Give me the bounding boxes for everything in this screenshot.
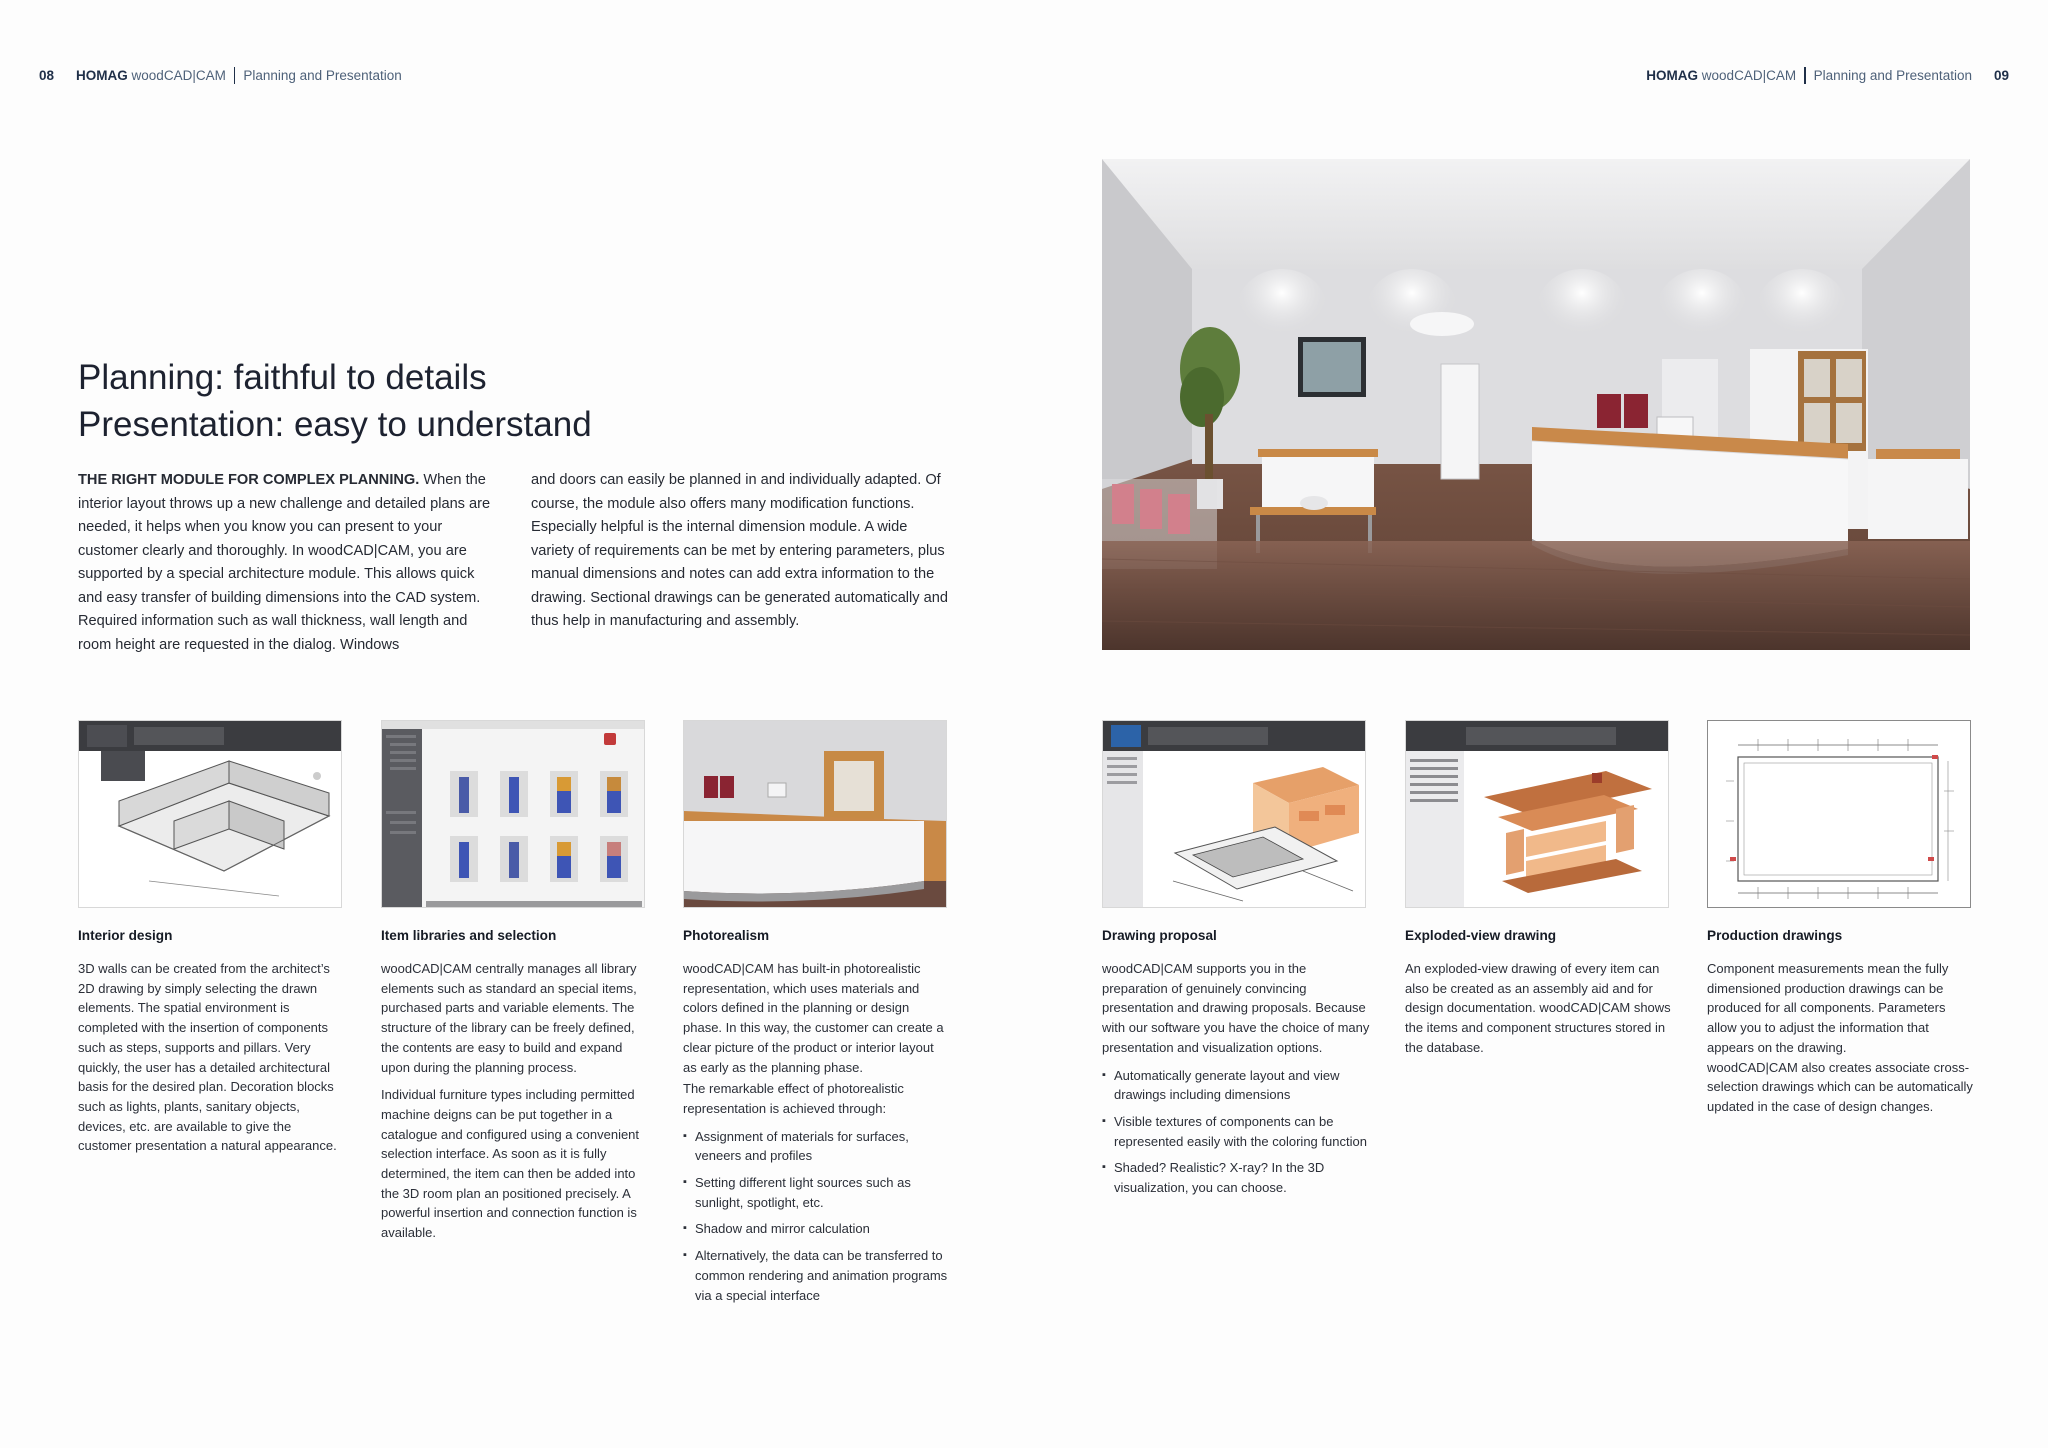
cad-drawing-proposal-image [1103, 721, 1366, 908]
list-item: ▪ Shadow and mirror calculation [683, 1219, 951, 1239]
running-header-right [1646, 67, 2009, 84]
feature-text: woodCAD|CAM centrally manages all library elements such as standard an special items, purchased parts and variable elements. The structure of the library can be freely defined, the contents are easy to build and expand upon during the planning process. [381, 961, 637, 1075]
product-name: woodCAD|CAM [131, 68, 226, 83]
feature-text: An exploded-view drawing of every item can also be created as an assembly aid and for design documentation. woodCAD|CAM shows the items and component structures stored in the database. [1405, 961, 1671, 1055]
feature-photorealism [683, 926, 951, 1312]
feature-title: Drawing proposal [1102, 928, 1217, 943]
list-item: ▪ Visible textures of components can be represented easily with the coloring function [1102, 1112, 1370, 1151]
feature-title: Item libraries and selection [381, 928, 557, 943]
cad-exploded-view-image [1406, 721, 1669, 908]
feature-text: 3D walls can be created from the architect’s 2D drawing by simply selecting the drawn elements. The spatial environment is completed with the insertion of components such as steps, supports and pillars. Very quickly, the user has a detailed architectural basis for the desired plan. Decoration blocks such as lights, plants, sanitary objects, devices, etc. are available to give the customer presentation a natural appearance. [78, 961, 337, 1154]
list-item: ▪ Setting different light sources such as sunlight, spotlight, etc. [683, 1173, 951, 1212]
brand-name: HOMAG [1646, 68, 1699, 83]
feature-text: Component measurements mean the fully dimensioned production drawings can be produced for all components. Parameters allow you to adjust the information that appears on the drawing. [1707, 961, 1949, 1055]
drawing-proposal-screenshot [1102, 720, 1366, 908]
production-drawing-screenshot [1707, 720, 1971, 908]
intro-column-2: and doors can easily be planned in and individually adapted. Of course, the module also offers many modification functions. Especially helpful is the internal dimension module. A wide variety of requirements can be met by entering parameters, plus manual dimensions and notes can add extra information to the drawing. Sectional drawings can be generated automatically and thus help in manufacturing and assembly. [531, 472, 948, 629]
headline-line-1: Planning: faithful to details [78, 358, 487, 397]
feature-title: Photorealism [683, 928, 770, 943]
reception-render-photo [1102, 159, 1970, 650]
intro-col1-text: When the interior layout throws up a new challenge and detailed plans are needed, it helps when you know you can present to your customer clearly and thoroughly. In woodCAD|CAM, you are supported by a special architecture module. This allows quick and easy transfer of building dimensions into the CAD system. Required information such as wall thickness, wall length and room height are requested in the dialog. Windows [78, 472, 491, 653]
headline-line-2: Presentation: easy to understand [78, 405, 592, 444]
interior-design-screenshot [78, 720, 342, 908]
section-title: Planning and Presentation [1813, 68, 1972, 83]
page-headline [78, 354, 778, 448]
intro-column-1 [78, 469, 498, 657]
cad-floorplan-image [79, 721, 342, 908]
header-divider [1804, 67, 1806, 84]
feature-exploded-view [1405, 926, 1673, 1066]
page-number: 08 [39, 68, 55, 83]
list-item: ▪ Automatically generate layout and view drawings including dimensions [1102, 1066, 1370, 1105]
feature-item-libraries [381, 926, 649, 1251]
intro-lead: THE RIGHT MODULE FOR COMPLEX PLANNING. [78, 472, 420, 488]
feature-bullet-list [683, 1127, 951, 1306]
list-item: ▪ Assignment of materials for surfaces, veneers and profiles [683, 1127, 951, 1166]
library-catalogue-image [382, 721, 645, 908]
header-divider [234, 67, 236, 84]
feature-drawing-proposal [1102, 926, 1370, 1205]
reception-desk-render [684, 721, 947, 908]
feature-title: Interior design [78, 928, 173, 943]
feature-text: woodCAD|CAM supports you in the preparation of genuinely convincing presentation and drawing proposals. Because with our software you have the choice of many presentation and visualization options. [1102, 961, 1370, 1055]
item-library-screenshot [381, 720, 645, 908]
feature-interior-design [78, 926, 346, 1164]
section-title: Planning and Presentation [243, 68, 402, 83]
brand-name: HOMAG [76, 68, 128, 83]
feature-production-drawings [1707, 926, 1975, 1125]
feature-text: woodCAD|CAM has built-in photorealistic representation, which uses materials and colors defined in the planning or design phase. In this way, the customer can create a clear picture of the product or interior layout as early as the planning phase. [683, 961, 944, 1075]
product-name: woodCAD|CAM [1701, 68, 1797, 83]
feature-text: woodCAD|CAM also creates associate cross-selection drawings which can be automatically updated in the case of design changes. [1707, 1059, 1973, 1114]
technical-drawing-image [1708, 721, 1971, 908]
exploded-view-screenshot [1405, 720, 1669, 908]
running-header-left [39, 67, 402, 84]
reception-scene [1102, 159, 1970, 650]
feature-title: Production drawings [1707, 928, 1843, 943]
feature-bullet-list [1102, 1066, 1370, 1198]
feature-text: Individual furniture types including permitted machine deigns can be put together in a catalogue and configured using a convenient selection interface. As soon as it is fully determined, the item can then be added into the 3D room plan an positioned precisely. A powerful insertion and connection function is available. [381, 1087, 640, 1241]
feature-text: The remarkable effect of photorealistic representation is achieved through: [683, 1081, 904, 1116]
photorealism-render [683, 720, 947, 908]
list-item: ▪ Alternatively, the data can be transferred to common rendering and animation programs via a special interface [683, 1246, 951, 1305]
page-number: 09 [1993, 68, 2009, 83]
feature-title: Exploded-view drawing [1405, 928, 1557, 943]
list-item: ▪ Shaded? Realistic? X-ray? In the 3D visualization, you can choose. [1102, 1158, 1370, 1197]
